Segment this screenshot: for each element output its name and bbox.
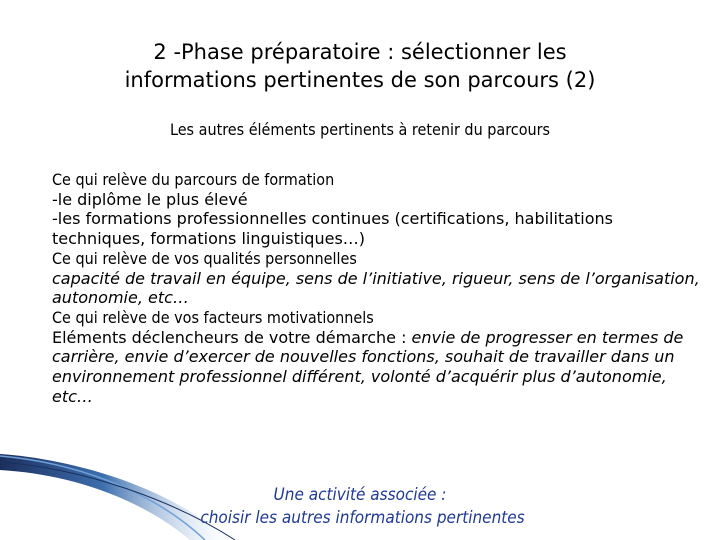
slide-title: [0, 38, 720, 94]
section-heading-formation: Ce qui relève du parcours de formation: [52, 170, 335, 189]
activity-callout: [0, 484, 720, 530]
motivation-details: envie de progresser en termes de carrière, envie d’exercer de nouvelles fonctions, souhait de travailler dans un environnement professionnel différent, volonté d’acquérir plus d’autonomie, etc…: [52, 327, 684, 406]
content-body: [52, 170, 702, 406]
slide-title-line-2: informations pertinentes de son parcours (2): [124, 68, 596, 92]
section-heading-qualities: Ce qui relève de vos qualités personnelles: [52, 248, 357, 268]
motivation-text: [52, 328, 702, 407]
formation-line-continuing: -les formations professionnelles continues (certifications, habilitations techniques, formations linguistiques…): [52, 209, 614, 249]
qualities-text: capacité de travail en équipe, sens de l’initiative, rigueur, sens de l’organisation, autonomie, etc…: [52, 268, 700, 308]
activity-label: Une activité associée :: [273, 485, 447, 505]
section-heading-motivation: Ce qui relève de vos facteurs motivationnels: [52, 307, 374, 327]
slide-subtitle: Les autres éléments pertinents à retenir du parcours: [169, 120, 551, 139]
motivation-intro: Eléments déclencheurs de votre démarche :: [52, 327, 412, 347]
activity-task: choisir les autres informations pertinentes: [200, 508, 525, 528]
slide-title-line-1: 2 -Phase préparatoire : sélectionner les: [153, 40, 567, 64]
formation-line-diploma: -le diplôme le plus élevé: [52, 189, 248, 209]
